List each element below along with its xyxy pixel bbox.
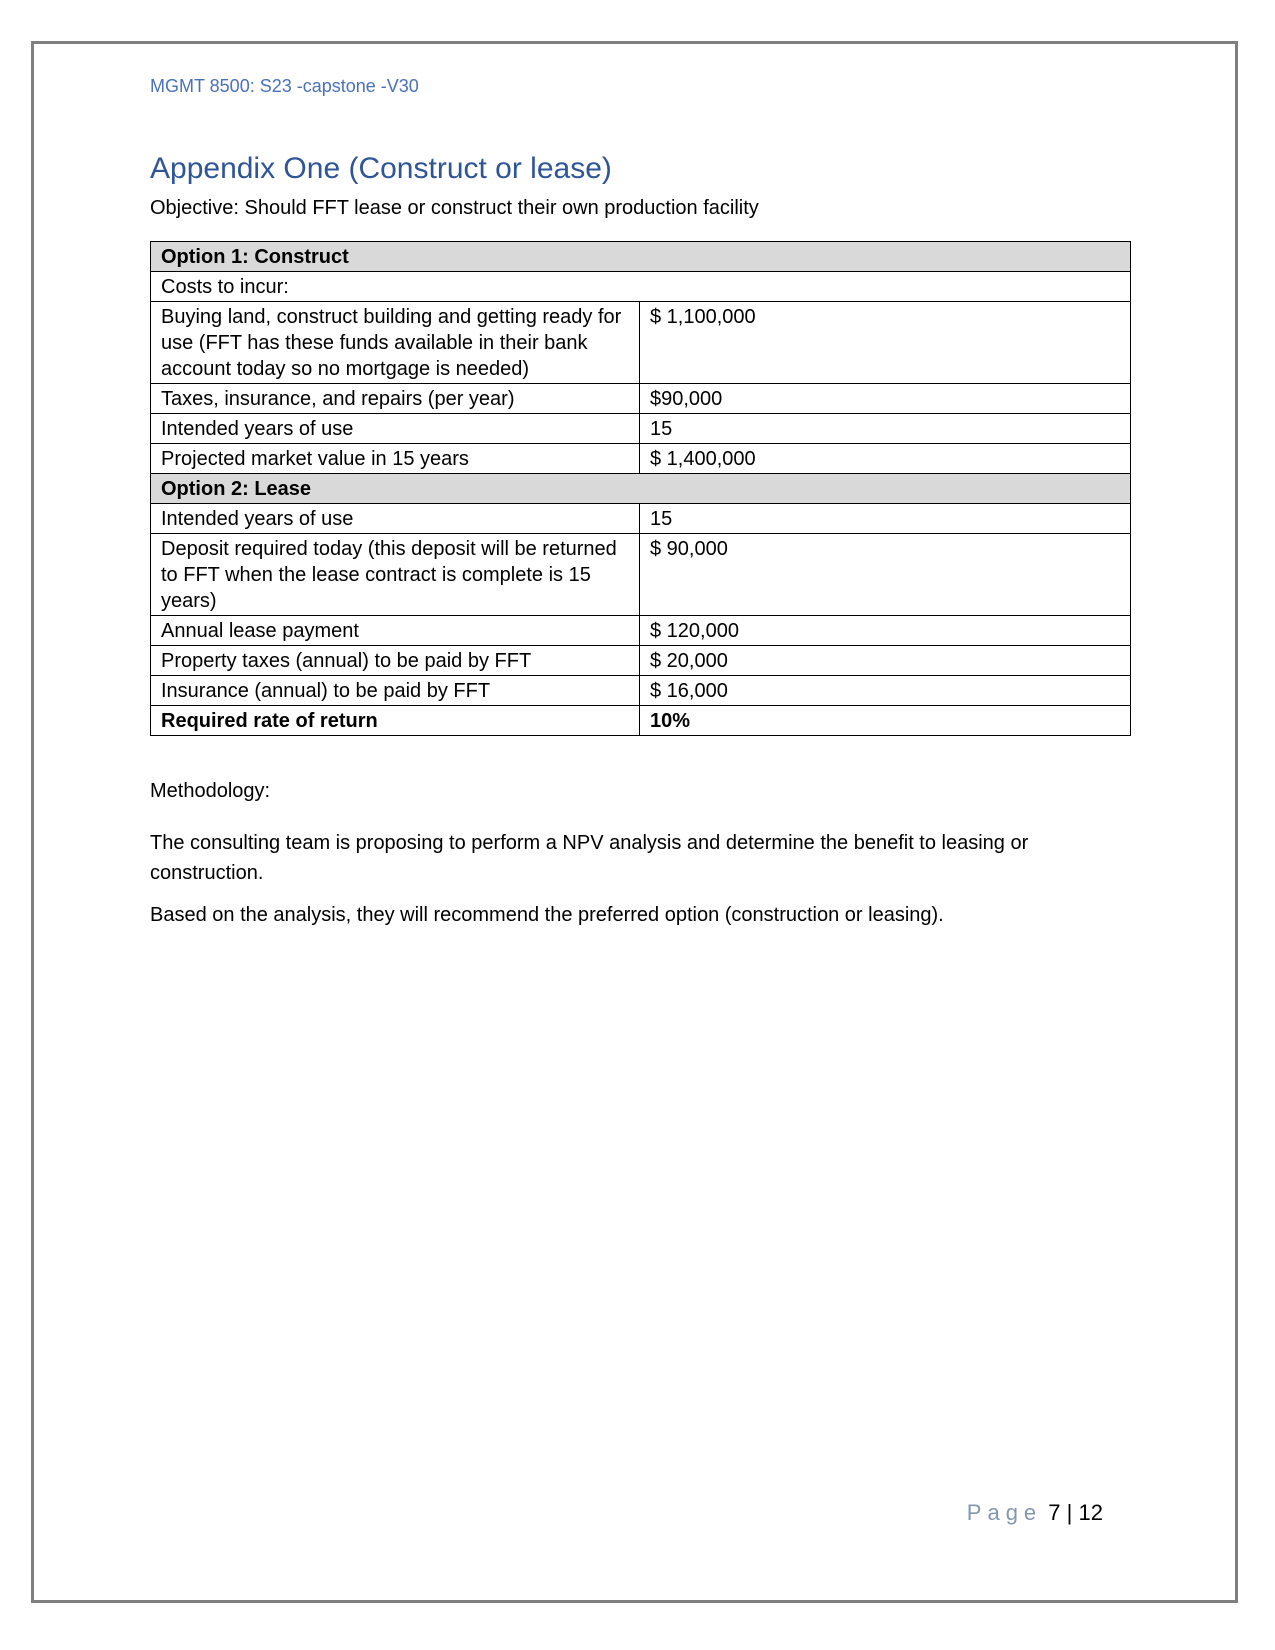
option1-header-row — [151, 242, 1131, 272]
option1-header: Option 1: Construct — [151, 242, 1131, 272]
table-row — [151, 504, 1131, 534]
row-value: $ 120,000 — [640, 616, 1131, 646]
row-label: Taxes, insurance, and repairs (per year) — [151, 384, 640, 414]
rate-row — [151, 706, 1131, 736]
row-value: $ 20,000 — [640, 646, 1131, 676]
row-label: Projected market value in 15 years — [151, 444, 640, 474]
table-row — [151, 384, 1131, 414]
row-value: 15 — [640, 414, 1131, 444]
row-label: Intended years of use — [151, 504, 640, 534]
table-row — [151, 534, 1131, 616]
option2-header-row — [151, 474, 1131, 504]
objective-text: Objective: Should FFT lease or construct their own production facility — [150, 197, 759, 219]
table-row — [151, 616, 1131, 646]
methodology-label: Methodology: — [150, 780, 271, 802]
table-row — [151, 676, 1131, 706]
page-number: 7 — [1048, 1500, 1061, 1525]
row-value: $90,000 — [640, 384, 1131, 414]
costs-label-row — [151, 272, 1131, 302]
rate-label: Required rate of return — [151, 706, 640, 736]
table-row — [151, 444, 1131, 474]
row-value: $ 1,400,000 — [640, 444, 1131, 474]
rate-value: 10% — [640, 706, 1131, 736]
table-row — [151, 302, 1131, 384]
methodology-paragraph-1: The consulting team is proposing to perform a NPV analysis and determine the benefit to leasing or construction. — [150, 832, 1029, 884]
methodology-paragraph-2: Based on the analysis, they will recommend the preferred option (construction or leasing). — [150, 904, 944, 926]
row-label: Property taxes (annual) to be paid by FFT — [151, 646, 640, 676]
row-value: $ 90,000 — [640, 534, 1131, 616]
page-footer — [967, 1500, 1103, 1526]
page-separator: | — [1066, 1500, 1073, 1525]
document-header: MGMT 8500: S23 -capstone -V30 — [150, 76, 419, 96]
table-row — [151, 414, 1131, 444]
table-row — [151, 646, 1131, 676]
options-table — [150, 241, 1131, 736]
total-pages: 12 — [1078, 1500, 1103, 1525]
row-label: Buying land, construct building and getting ready for use (FFT has these funds available in their bank account today so no mortgage is needed) — [151, 302, 640, 384]
row-value: $ 16,000 — [640, 676, 1131, 706]
row-value: $ 1,100,000 — [640, 302, 1131, 384]
row-label: Annual lease payment — [151, 616, 640, 646]
page-word: Page — [966, 1500, 1043, 1525]
row-label: Deposit required today (this deposit will be returned to FFT when the lease contract is complete is 15 years) — [151, 534, 640, 616]
row-label: Insurance (annual) to be paid by FFT — [151, 676, 640, 706]
costs-label: Costs to incur: — [151, 272, 1131, 302]
appendix-title: Appendix One (Construct or lease) — [150, 152, 612, 185]
row-label: Intended years of use — [151, 414, 640, 444]
row-value: 15 — [640, 504, 1131, 534]
option2-header: Option 2: Lease — [151, 474, 1131, 504]
